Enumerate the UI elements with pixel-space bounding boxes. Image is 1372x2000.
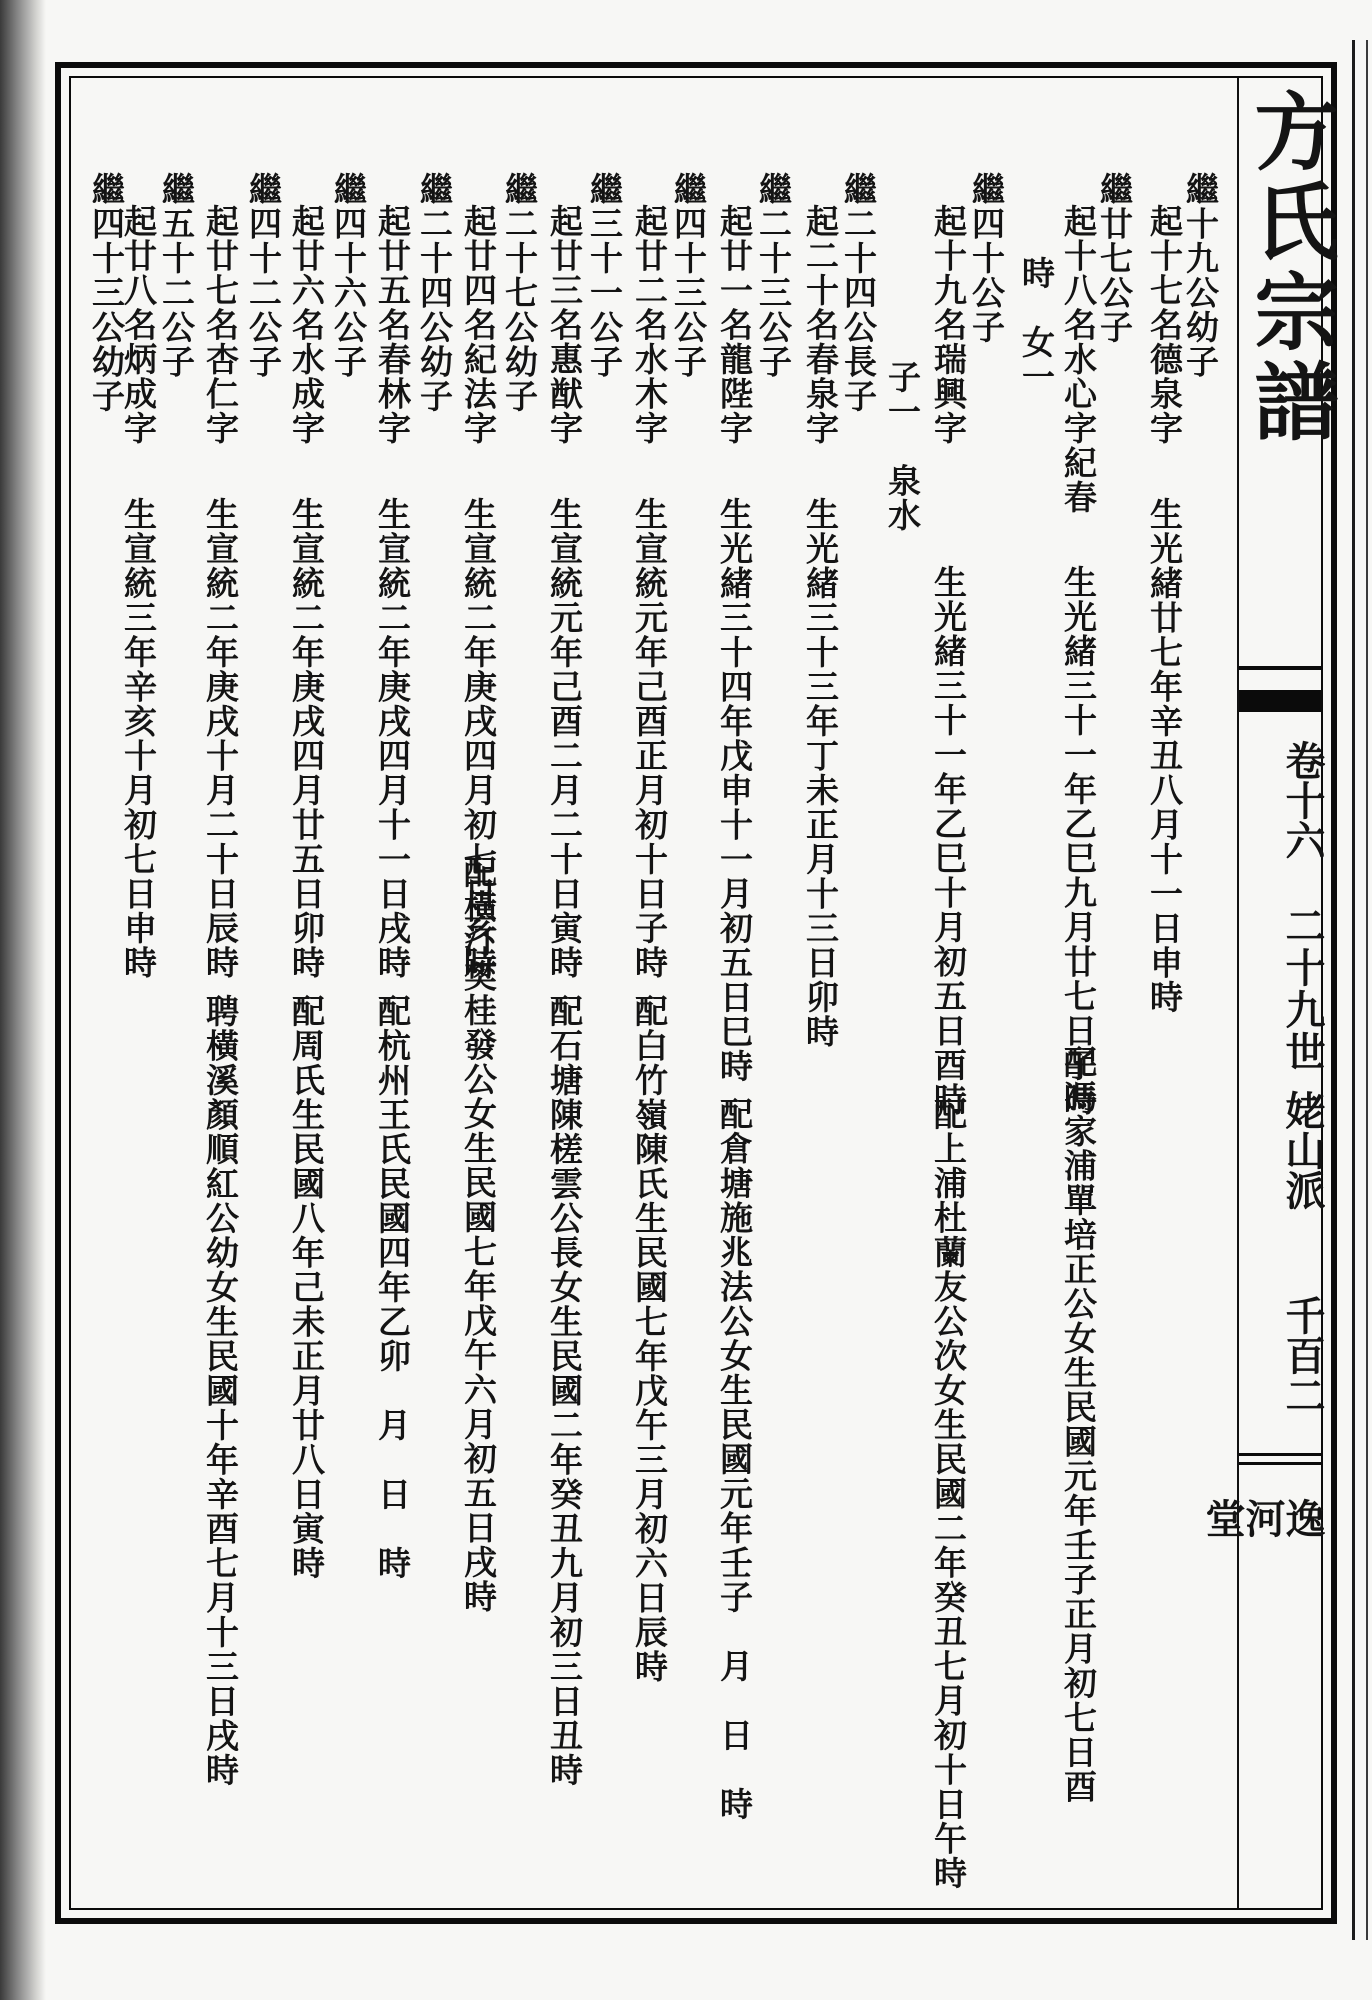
entry-name: 起廿七名杏仁字: [201, 204, 240, 446]
entry-spouse: 配周氏生民國八年己未正月廿八日寅時: [287, 994, 326, 1581]
entry-lineage: 繼廿七公子: [1095, 172, 1134, 345]
entry-birth: 生光緒三十一年乙巳十月初五日酉時: [929, 565, 968, 1117]
entry-lineage: 繼二十四公幼子: [415, 172, 454, 414]
entry-name: 起十七名德泉字: [1145, 204, 1184, 446]
entry-lineage: 繼二十七公幼子: [500, 172, 539, 414]
entry-birth: 生宣統元年己酉二月二十日寅時: [545, 497, 584, 980]
entry-birth: 生宣統元年己酉正月初十日子時: [630, 497, 669, 980]
entry-lineage: 繼四十三公子: [669, 172, 708, 379]
entry-lineage: 繼二十四公長子: [839, 172, 878, 414]
entry-name: 起二十名春泉字: [801, 204, 840, 446]
entry-name: 起廿二名水木字: [630, 204, 669, 446]
entry-spouse: 配橫汀樊桂發公女生民國七年戊午六月初五日戌時: [459, 855, 498, 1614]
entry-lineage: 繼四十六公子: [329, 172, 368, 379]
entry-name: 起廿三名惠猷字: [545, 204, 584, 446]
entry-spouse: 配石塘陳槎雲公長女生民國二年癸丑九月初三日丑時: [545, 994, 584, 1788]
entry-birth: 生光緒廿七年辛丑八月十一日申時: [1145, 497, 1184, 1015]
entry-spouse: 配倉塘施兆法公女生民國元年壬子 月 日 時: [715, 1097, 754, 1822]
entry-birth: 生光緒三十一年乙巳九月廿七日子時: [1059, 565, 1098, 1117]
entry-lineage: 繼五十二公子: [157, 172, 196, 379]
entry-birth: 生光緒三十四年戊申十一月初五日巳時: [715, 497, 754, 1084]
entry-birth: 生宣統二年庚戌四月廿五日卯時: [287, 497, 326, 980]
entry-birth: 生光緒三十三年丁未正月十三日卯時: [801, 497, 840, 1049]
decorative-bar-thin: [1239, 666, 1321, 670]
entry-lineage: 繼四十三公幼子: [87, 172, 126, 414]
entry-lineage: 繼二十三公子: [754, 172, 793, 379]
decorative-bar-thin: [1239, 1453, 1321, 1456]
generation-label: 二十九世: [1279, 905, 1326, 1073]
hall-name-char: 逸: [1279, 1498, 1326, 1538]
entry-spouse: 配杭州王氏民國四年乙卯 月 日 時: [373, 994, 412, 1581]
page-edge-line: [1366, 40, 1368, 1940]
entry-lineage: 繼三十一公子: [585, 172, 624, 379]
entry-name: 起十九名瑞興字: [929, 204, 968, 446]
branch-label: 姥山派: [1279, 1090, 1326, 1210]
entry-birth: 生宣統二年庚戌四月十一日戌時: [373, 497, 412, 980]
entry-birth: 生宣統三年辛亥十月初七日申時: [119, 497, 158, 980]
entry-name: 起廿四名紀法字: [459, 204, 498, 446]
entry-spouse: 配馮家浦單培正公女生民國元年壬子正月初七日酉: [1059, 1045, 1098, 1804]
entry-birth: 生宣統二年庚戌四月初七日亥時: [459, 497, 498, 980]
entry-spouse: 聘橫溪顏順紅公幼女生民國十年辛酉七月十三日戌時: [201, 994, 240, 1788]
entry-spouse: 配白竹嶺陳氏生民國七年戊午三月初六日辰時: [630, 994, 669, 1684]
decorative-bar-thin: [1239, 1462, 1321, 1465]
entry-birth: 生宣統二年庚戌十月二十日辰時: [201, 497, 240, 980]
page-edge-line: [1352, 40, 1355, 1940]
entry-lineage: 繼四十二公子: [244, 172, 283, 379]
genealogy-title: 方氏宗譜: [1241, 88, 1340, 448]
entry-name: 起廿六名水成字: [287, 204, 326, 446]
entry-lineage: 繼四十公子: [967, 172, 1006, 345]
entry-name: 起廿一名龍陛字: [715, 204, 754, 446]
entry-name: 起廿五名春林字: [373, 204, 412, 446]
hall-name-char: 堂: [1199, 1498, 1246, 1538]
page-number: 千百二: [1279, 1295, 1326, 1415]
entry-name: 起廿八名炳成字: [119, 204, 158, 446]
hall-name: [1199, 1498, 1326, 1868]
entry-name-continued: 時 女一: [1017, 256, 1056, 394]
entry-lineage: 繼十九公幼子: [1181, 172, 1220, 379]
entry-name: 起十八名水心字紀春: [1059, 204, 1098, 515]
volume-label: 卷十六: [1279, 740, 1326, 860]
entry-spouse: 配上浦杜蘭友公次女生民國二年癸丑七月初十日午時: [929, 1097, 968, 1891]
decorative-bar-thick: [1239, 690, 1321, 712]
book-spine-shadow: [0, 0, 46, 2000]
entry-name-continued: 子一 泉水: [883, 360, 922, 533]
hall-name-char: 河: [1239, 1498, 1286, 1538]
